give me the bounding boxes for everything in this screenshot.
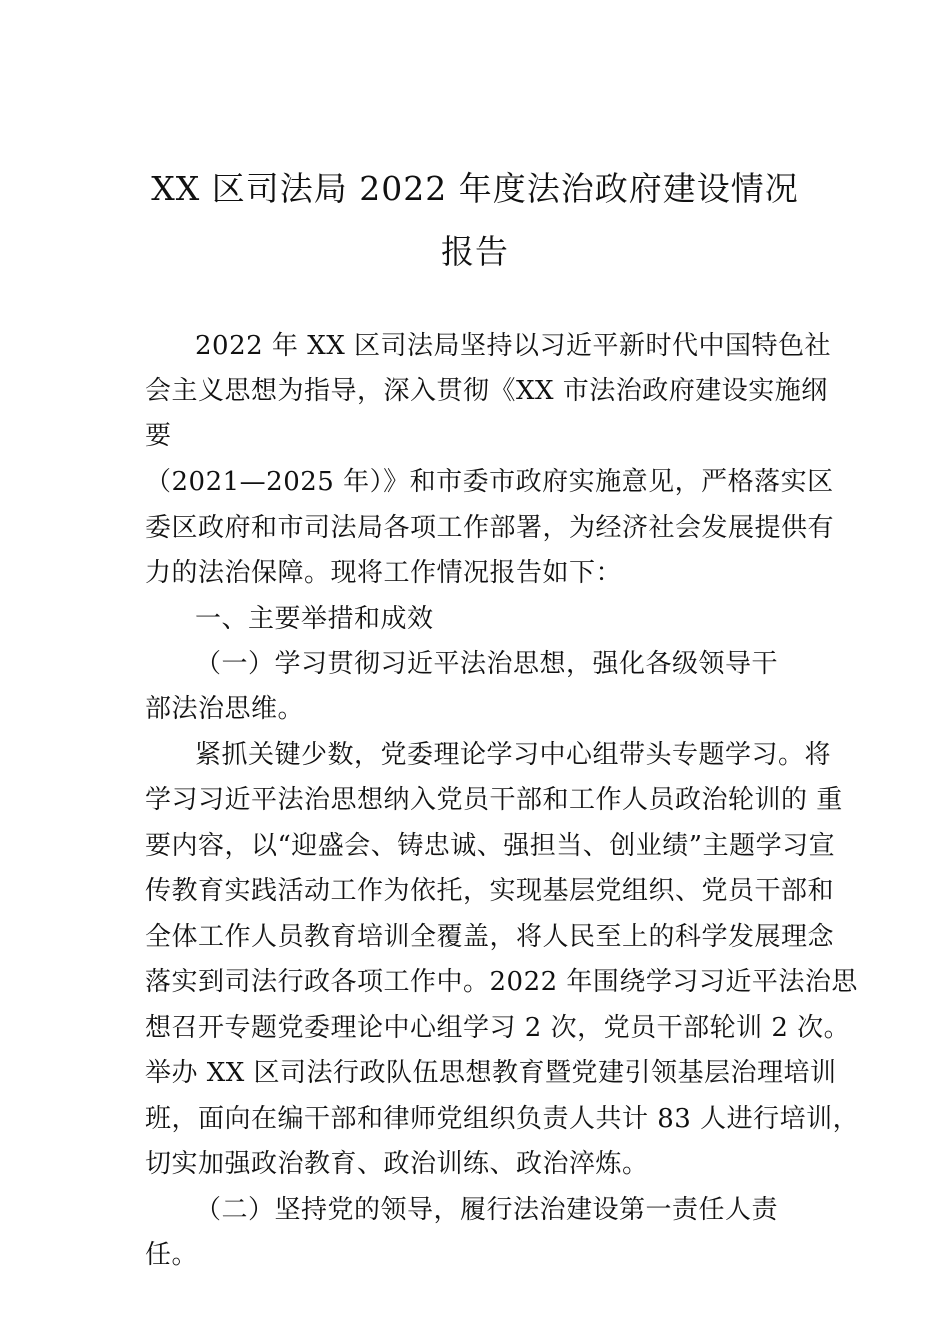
- paragraph-line: 班，面向在编干部和律师党组织负责人共计 83 人进行培训，: [145, 1104, 860, 1134]
- subsection-heading: （一）学习贯彻习近平法治思想，强化各级领导干: [195, 649, 779, 679]
- paragraph-line: 想召开专题党委理论中心组学习 2 次，党员干部轮训 2 次。: [145, 1013, 851, 1043]
- paragraph-line: 传教育实践活动工作为依托，实现基层党组织、党员干部和: [145, 876, 835, 906]
- paragraph-line: 学习习近平法治思想纳入党员干部和工作人员政治轮训的 重: [145, 785, 843, 815]
- paragraph-line: 会主义思想为指导，深入贯彻《XX 市法治政府建设实施纲: [145, 376, 828, 406]
- subsection-heading: 任。: [145, 1240, 199, 1270]
- document-title-line-1: XX 区司法局 2022 年度法治政府建设情况: [151, 169, 799, 208]
- paragraph-line: 举办 XX 区司法行政队伍思想教育暨党建引领基层治理培训: [145, 1058, 837, 1088]
- paragraph-line: 委区政府和市司法局各项工作部署，为经济社会发展提供有: [145, 513, 835, 543]
- paragraph-line: 全体工作人员教育培训全覆盖，将人民至上的科学发展理念: [145, 922, 835, 952]
- subsection-heading: （二）坚持党的领导，履行法治建设第一责任人责: [195, 1195, 779, 1225]
- paragraph-line: 切实加强政治教育、政治训练、政治淬炼。: [145, 1149, 649, 1179]
- section-heading: 一、主要举措和成效: [195, 604, 434, 634]
- paragraph-line: 紧抓关键少数，党委理论学习中心组带头专题学习。将: [195, 740, 832, 770]
- paragraph-line: 2022 年 XX 区司法局坚持以习近平新时代中国特色社: [195, 331, 831, 361]
- subsection-heading: 部法治思维。: [145, 694, 305, 724]
- paragraph-line: 力的法治保障。现将工作情况报告如下：: [145, 558, 623, 588]
- paragraph-line: （2021—2025 年）》和市委市政府实施意见，严格落实区: [145, 467, 834, 497]
- paragraph-line: 要: [145, 421, 172, 451]
- document-title-line-2: 报告: [441, 232, 509, 271]
- paragraph-line: 要内容，以“迎盛会、铸忠诚、强担当、创业绩”主题学习宣: [145, 831, 836, 861]
- paragraph-line: 落实到司法行政各项工作中。2022 年围绕学习习近平法治思: [145, 967, 858, 997]
